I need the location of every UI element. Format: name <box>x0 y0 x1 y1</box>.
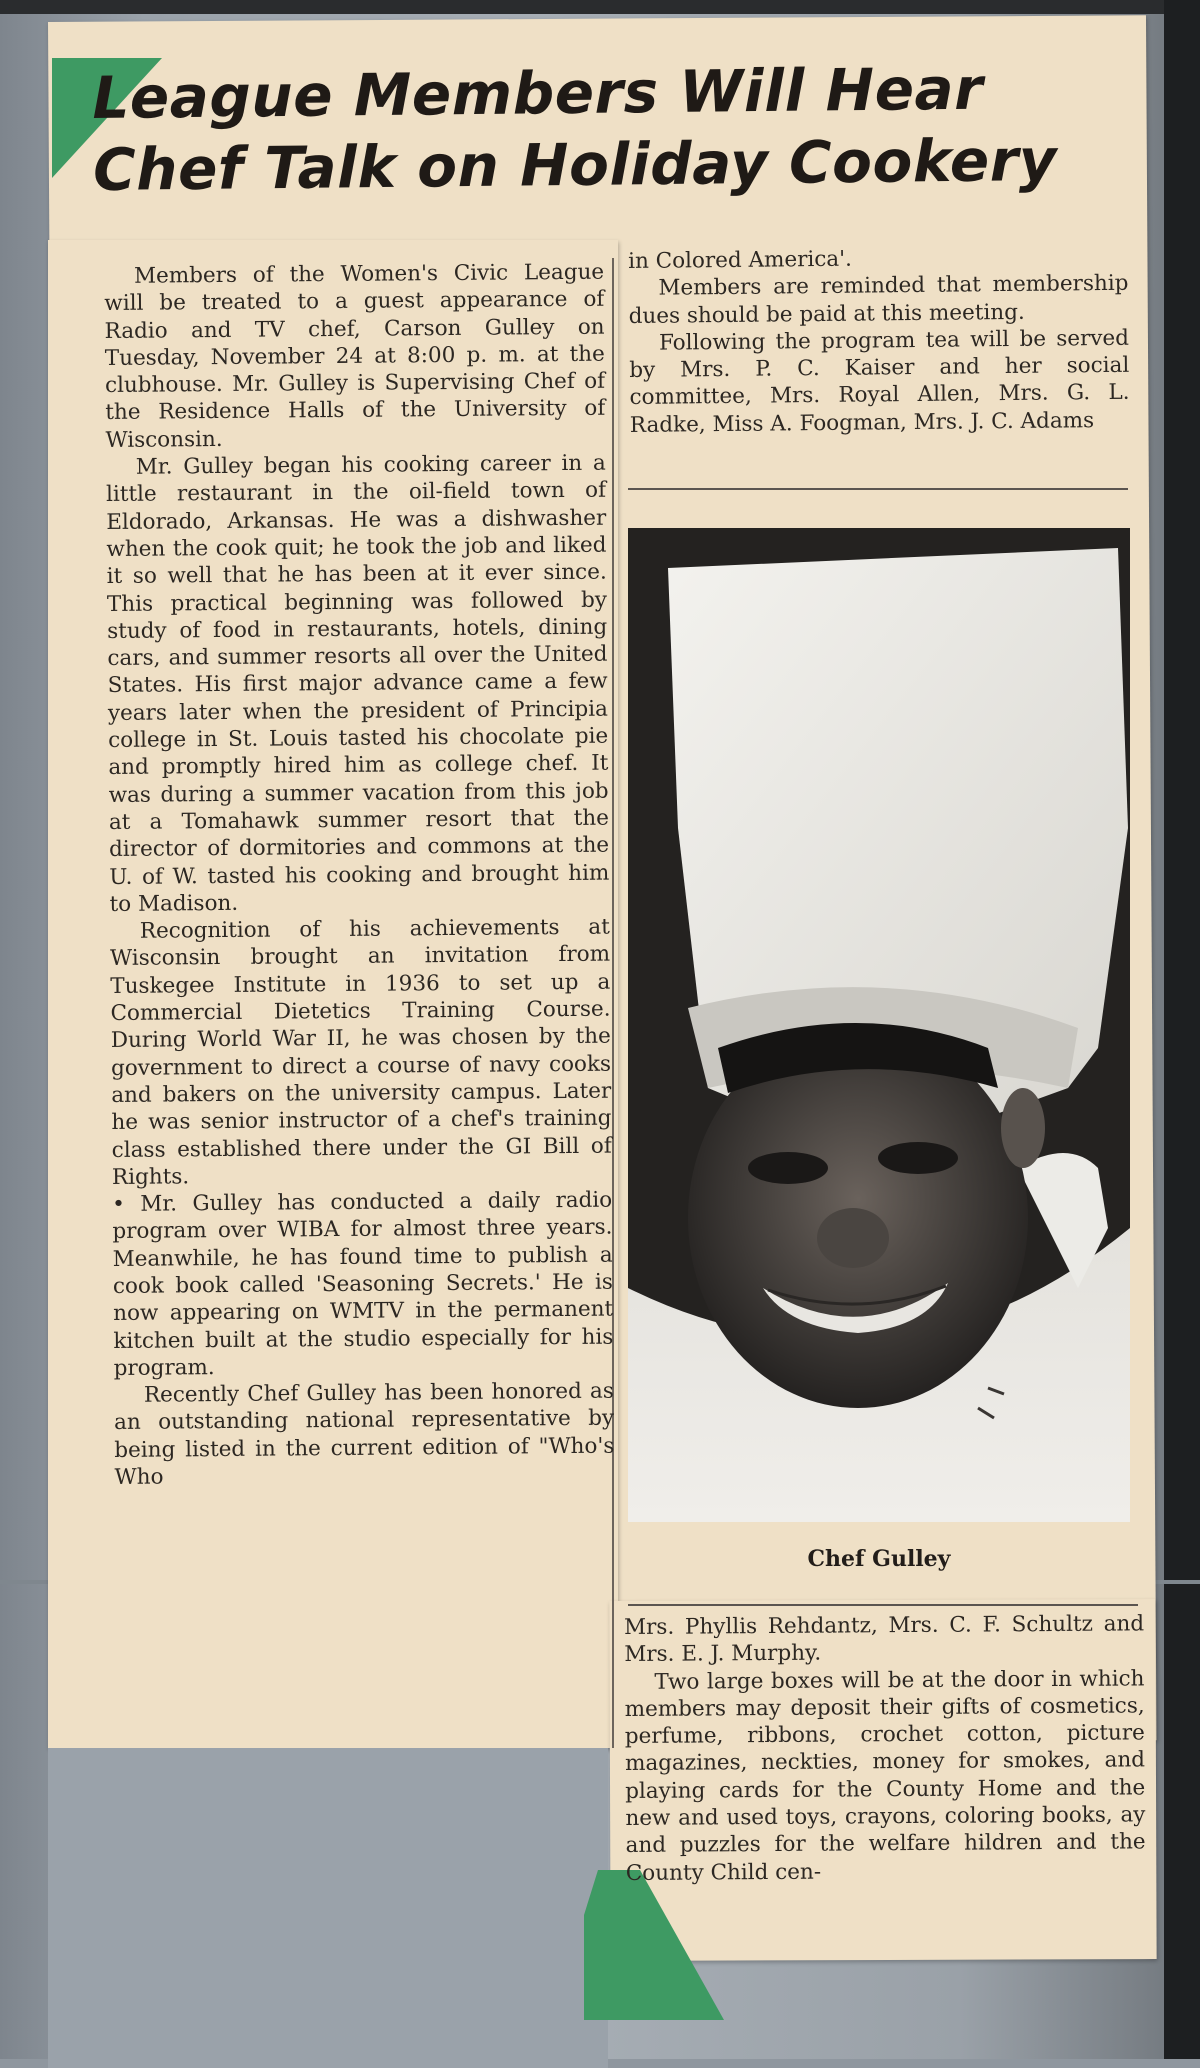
article-column-right-top <box>628 243 1130 439</box>
article-paragraph: Following the program tea will be served by Mrs. P. C. Kaiser and her social committee, Mrs. Royal Allen, Mrs. G. L. Radke, Miss A. Foogman, Mrs. J. C. Adams <box>629 325 1130 438</box>
article-paragraph: Two large boxes will be at the door in which members may deposit their gifts of cosmetics, perfume, ribbons, crochet cotton, picture magazines, neckties, money for smokes, and playing cards for the County Home and the new and used toys, crayons, coloring books, ay and puzzles for the welfare hildren and the County Child cen- <box>624 1665 1146 1886</box>
section-rule <box>628 1604 1138 1606</box>
article-paragraph: Mr. Gulley began his cooking career in a little restaurant in the oil-field town of Eldorado, Arkansas. He was a dishwasher when the cook quit; he took the job and liked it so well that he has been at it ever since. This practical beginning was followed by study of food in restaurants, hotels, dining cars, and summer resorts all over the United States. His first major advance came a few years later when the president of Principia college in St. Louis tasted his chocolate pie and promptly hired him as college chef. It was during a summer vacation from this job at a Tomahawk summer resort that the director of dormitories and commons at the U. of W. tasted his cooking and brought him to Madison. <box>105 450 610 917</box>
article-paragraph: Recently Chef Gulley has been honored as an outstanding national representative by being listed in the current edition of "Who's Who <box>114 1378 615 1491</box>
headline-line-1: League Members Will Hear <box>92 54 984 132</box>
article-paragraph: Members of the Women's Civic League will be treated to a guest appearance of Radio and TV chef, Carson Gulley on Tuesday, November 24 at 8:00 p. m. at the clubhouse. Mr. Gulley is Supervising Chef of the Residence Halls of the University of Wisconsin. <box>104 259 606 453</box>
article-paragraph: Recognition of his achievements at Wisconsin brought an invitation from Tuskegee Institute in 1936 to set up a Commercial Dietetics Training Course. During World War II, he was chosen by the government to direct a course of navy cooks and bakers on the university campus. Later he was senior instructor of a chef's training class established there under the GI Bill of Rights. <box>109 914 612 1190</box>
background-top-edge <box>0 0 1200 14</box>
chef-photo <box>628 528 1130 1522</box>
background-right-edge <box>1164 0 1200 2059</box>
article-paragraph: in Colored America'. <box>628 246 853 274</box>
photo-caption: Chef Gulley <box>807 1546 951 1572</box>
clipping-cutout-area <box>48 1748 608 2068</box>
headline-line-2: Chef Talk on Holiday Cookery <box>92 125 1058 204</box>
column-divider <box>612 258 614 1748</box>
section-rule <box>628 488 1128 490</box>
article-column-left <box>104 259 615 1492</box>
article-paragraph: Members are reminded that membership dues should be paid at this meeting. <box>628 271 1129 329</box>
chef-portrait-image <box>628 528 1130 1522</box>
headline <box>92 51 1113 206</box>
article-paragraph: Mrs. Phyllis Rehdantz, Mrs. C. F. Schultz and Mrs. E. J. Murphy. <box>624 1611 1145 1668</box>
article-paragraph: • Mr. Gulley has conducted a daily radio program over WIBA for almost three years. Meanwhile, he has found time to publish a cook book called 'Seasoning Secrets.' He is now appearing on WMTV in the permanent kitchen built at the studio especially for his program. <box>112 1187 614 1381</box>
article-column-right-bottom <box>624 1610 1146 1887</box>
